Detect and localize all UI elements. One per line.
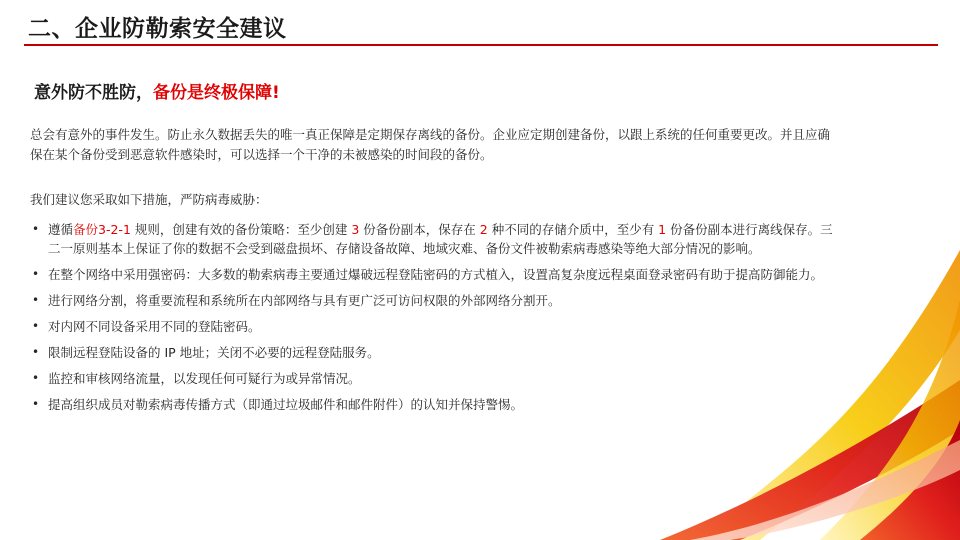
bullet-text: 提高组织成员对勒索病毒传播方式（即通过垃圾邮件和邮件附件）的认知并保持警惕。	[48, 397, 524, 412]
bullet-text: 份备份副本，保存在	[359, 222, 480, 237]
bullet-dot: •	[32, 371, 40, 385]
subtitle-lead: 意外防不胜防，	[34, 83, 153, 103]
recommendation-intro: 我们建议您采取如下措施，严防病毒威胁：	[30, 192, 268, 207]
list-item	[30, 343, 835, 362]
list-item	[30, 317, 835, 336]
bullet-text: 对内网不同设备采用不同的登陆密码。	[48, 319, 261, 334]
highlight-text: 备份3-2-1	[73, 222, 131, 237]
list-item	[30, 265, 835, 284]
subtitle	[34, 78, 280, 103]
bullet-text: 在整个网络中采用强密码：大多数的勒索病毒主要通过爆破远程登陆密码的方式植入，设置高复杂度远程桌面登录密码有助于提高防御能力。	[48, 267, 824, 282]
title-divider	[24, 44, 938, 46]
bullet-dot: •	[32, 397, 40, 411]
highlight-number: 2	[479, 222, 488, 237]
highlight-number: 3	[351, 222, 360, 237]
subtitle-accent: 备份是终极保障!	[153, 83, 280, 103]
bullet-text: 限制远程登陆设备的 IP 地址；关闭不必要的远程登陆服务。	[48, 345, 380, 360]
highlight-number: 1	[658, 222, 667, 237]
bullet-dot: •	[32, 267, 40, 281]
bullet-text: 种不同的存储介质中，至少有	[487, 222, 659, 237]
bullet-text: 遵循	[48, 222, 74, 237]
bullet-dot: •	[32, 319, 40, 333]
list-item	[30, 220, 835, 258]
bullet-text: 份备份副本进行离线保存。三二一原则基本上保证了你的数据不会受到磁盘损坏、存储设备故障、地域灾难、备份文件被勒索病毒感染等绝大部分情况的影响。	[48, 222, 833, 256]
bullet-text: 进行网络分割，将重要流程和系统所在内部网络与具有更广泛可访问权限的外部网络分割开。	[48, 293, 561, 308]
intro-paragraph: 总会有意外的事件发生。防止永久数据丢失的唯一真正保障是定期保存离线的备份。企业应定期创建备份，以跟上系统的任何重要更改。并且应确保在某个备份受到恶意软件感染时，可以选择一个干净的未被感染的时间段的备份。	[30, 127, 831, 162]
list-item	[30, 395, 835, 414]
list-item	[30, 291, 835, 310]
list-item	[30, 369, 835, 388]
bullet-dot: •	[32, 293, 40, 307]
bullet-text: 监控和审核网络流量，以发现任何可疑行为或异常情况。	[48, 371, 361, 386]
page-title: 二、企业防勒索安全建议	[28, 16, 287, 42]
bullet-dot: •	[32, 345, 40, 359]
recommendation-list	[30, 220, 835, 421]
bullet-text: 规则，创建有效的备份策略：至少创建	[130, 222, 352, 237]
bullet-dot: •	[32, 222, 40, 236]
